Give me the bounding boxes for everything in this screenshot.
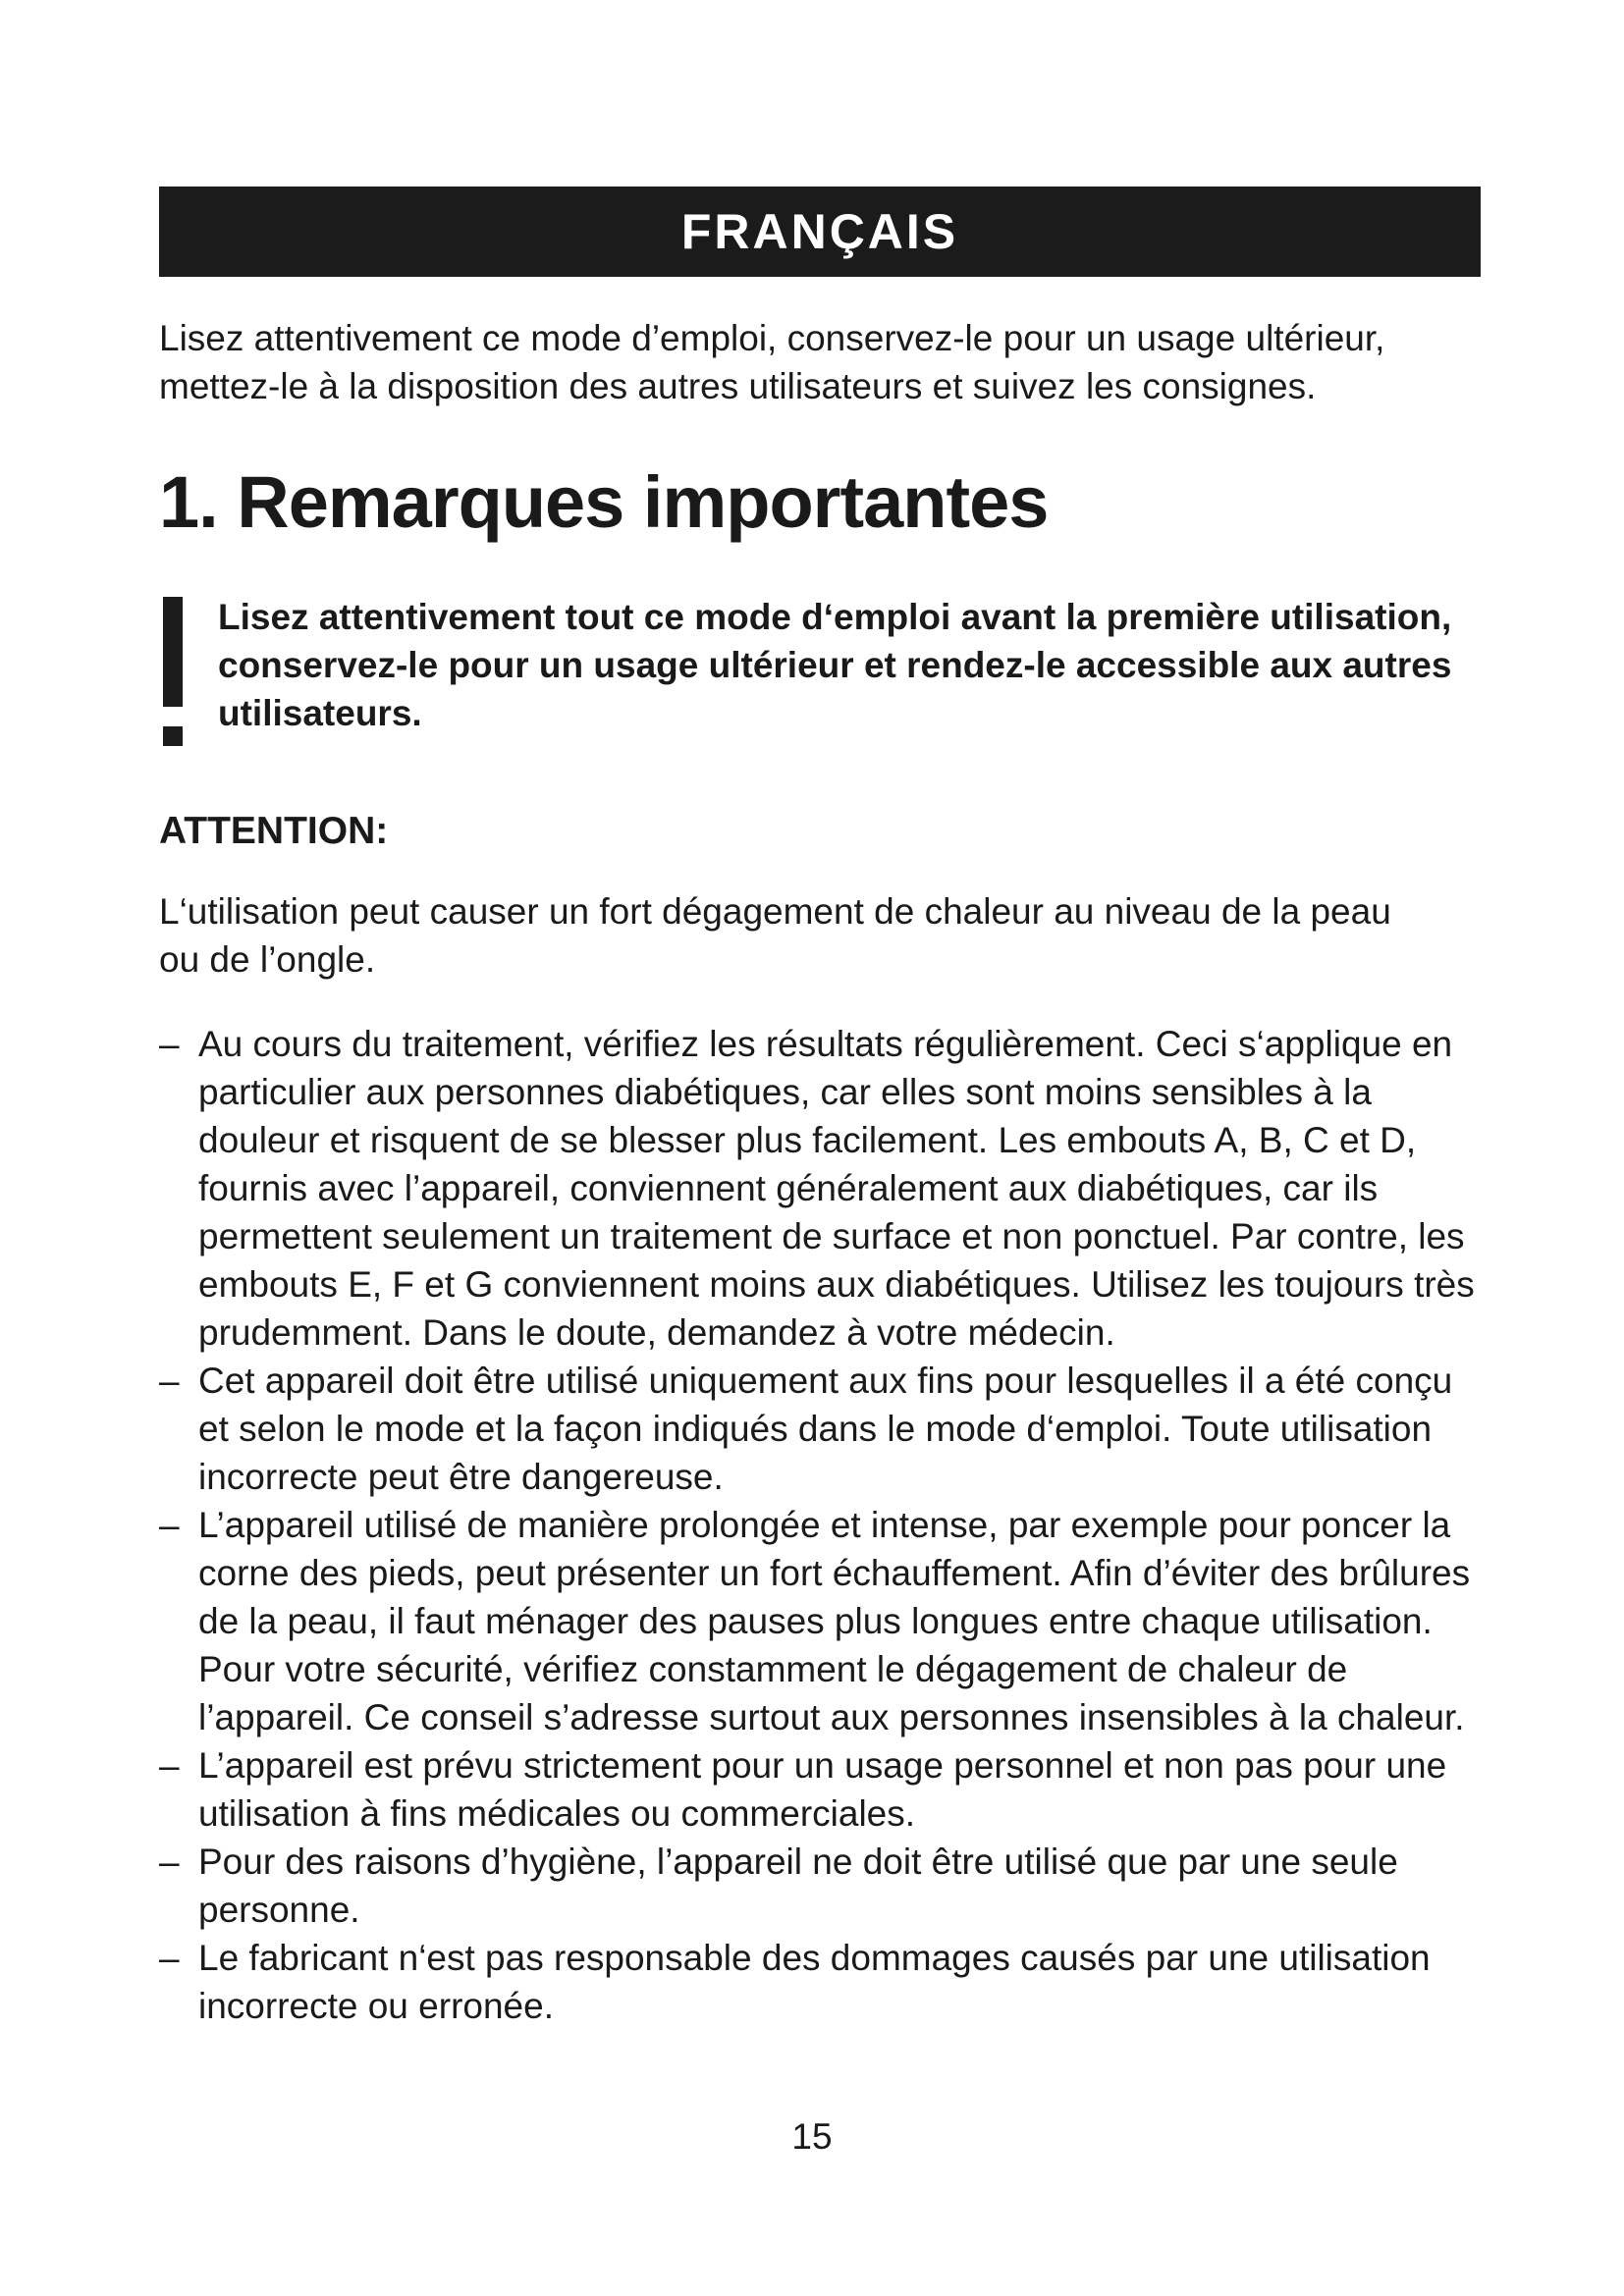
list-item	[159, 1357, 1485, 1501]
attention-intro: L‘utilisation peut causer un fort dégagement de chaleur au niveau de la peau ou de l’ongle.	[159, 890, 1391, 980]
language-banner	[159, 187, 1481, 277]
dash-bullet: –	[159, 1841, 180, 1882]
attention-title: ATTENTION:	[159, 809, 389, 852]
list-item	[159, 1501, 1485, 1741]
document-page	[159, 187, 1481, 2030]
dash-bullet: –	[159, 1360, 180, 1401]
warning-text: Lisez attentivement tout ce mode d‘emploi avant la première utilisation, conservez-le pour un usage ultérieur et rendez-le accessible aux autres utilisateurs.	[218, 596, 1452, 733]
dash-bullet: –	[159, 1023, 180, 1064]
list-item-text: L’appareil utilisé de manière prolongée et intense, par exemple pour poncer la corne des pieds, peut présenter un fort échauffement. Afin d’éviter des brûlures de la peau, il faut ménager des pauses plus longues entre chaque utilisation. Pour votre sécurité, vérifiez constamment le dégagement de chaleur de l’appareil. Ce conseil s’adresse surtout aux personnes insensibles à la chaleur.	[198, 1504, 1471, 1737]
list-item-text: Au cours du traitement, vérifiez les résultats régulièrement. Ceci s‘applique en particulier aux personnes diabétiques, car elles sont moins sensibles à la douleur et risquent de se blesser plus facilement. Les embouts A, B, C et D, fournis avec l’appareil, conviennent généralement aux diabétiques, car ils permettent seulement un traitement de surface et non ponctuel. Par contre, les embouts E, F et G conviennent moins aux diabétiques. Utilisez les toujours très prudemment. Dans le doute, demandez à votre médecin.	[198, 1023, 1475, 1353]
list-item-text: Cet appareil doit être utilisé uniquement aux fins pour lesquelles il a été conçu et selon le mode et la façon indiqués dans le mode d‘emploi. Toute utilisation incorrecte peut être dangereuse.	[198, 1360, 1453, 1497]
list-item-text: L’appareil est prévu strictement pour un usage personnel et non pas pour une utilisation à fins médicales ou commerciales.	[198, 1744, 1447, 1834]
list-item-text: Pour des raisons d’hygiène, l’appareil ne doit être utilisé que par une seule personne.	[198, 1841, 1398, 1930]
list-item-text: Le fabricant n‘est pas responsable des dommages causés par une utilisation incorrecte ou erronée.	[198, 1937, 1431, 2026]
attention-list	[159, 1020, 1481, 2030]
section-title: 1. Remarques importantes	[159, 461, 1049, 543]
dash-bullet: –	[159, 1504, 180, 1545]
dash-bullet: –	[159, 1937, 180, 1978]
warning-block	[159, 593, 1481, 760]
list-item	[159, 1934, 1485, 2030]
banner-title: FRANÇAIS	[680, 204, 959, 259]
list-item	[159, 1020, 1485, 1357]
list-item	[159, 1741, 1485, 1838]
list-item	[159, 1838, 1485, 1934]
dash-bullet: –	[159, 1744, 180, 1786]
page-number: 15	[791, 2116, 833, 2157]
intro-paragraph: Lisez attentivement ce mode d’emploi, conservez-le pour un usage ultérieur, mettez-le à la disposition des autres utilisateurs et suivez les consignes.	[159, 318, 1385, 406]
